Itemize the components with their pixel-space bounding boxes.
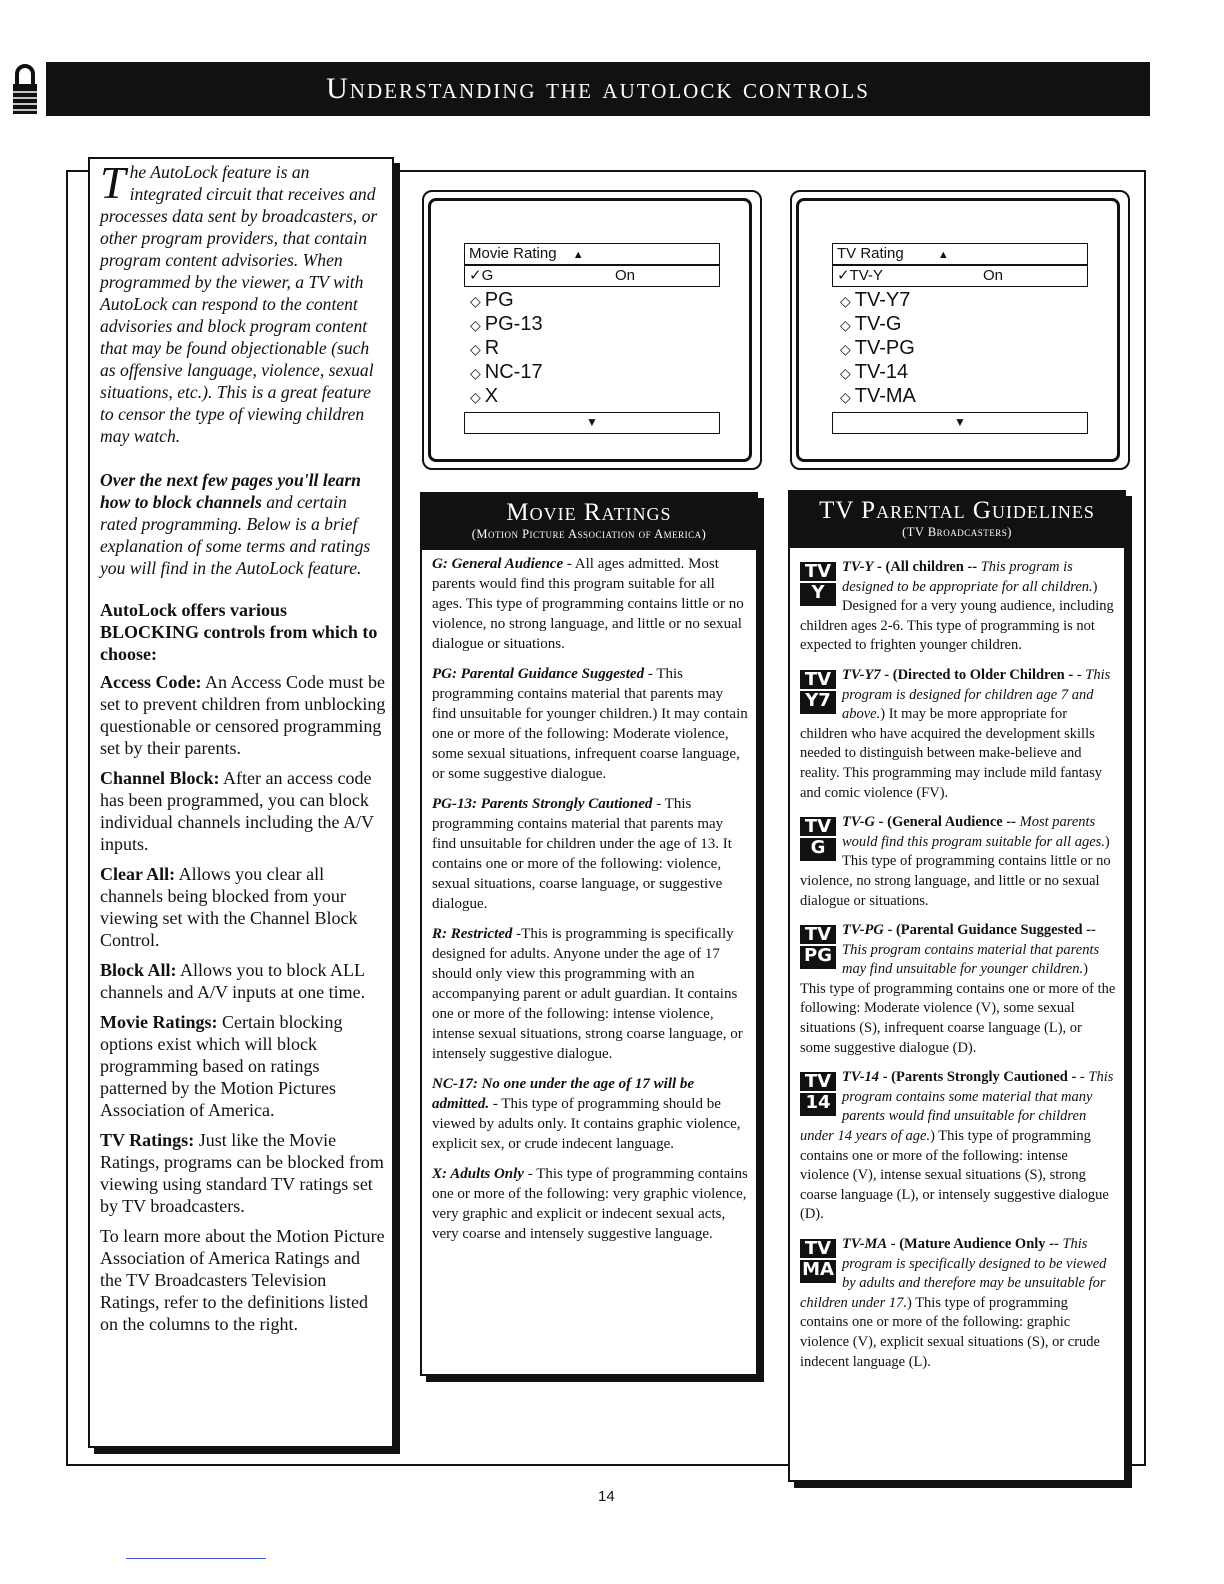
movie-ratings-body [422,550,756,1244]
rating-head: X: Adults Only [432,1166,524,1182]
logo-bottom: G [810,837,826,859]
diamond-icon: ◇ [470,365,481,381]
tv-menu-title: TV Rating [837,245,904,262]
logo-bottom: 14 [805,1092,831,1114]
rating-label: - (Mature Audience Only -- [887,1236,1063,1252]
logo-bottom: Y7 [805,689,831,711]
intro-paragraph [100,157,386,447]
selected-rating-label: G [481,267,494,284]
diamond-icon: ◇ [840,365,851,381]
menu-item-label: TV-14 [854,361,909,383]
rating-r [432,924,748,1064]
tv-y-logo-icon [800,562,836,606]
logo-top: TV [800,1072,836,1093]
term-name: TV Ratings: [100,1130,195,1150]
tv-g-logo-icon [800,817,836,861]
menu-item-label: TV-PG [854,337,915,359]
term-text: Just like the Movie Ratings, programs can be blocked from viewing using standard TV ratings set by TV broadcasters. [100,1130,384,1216]
term-movie-ratings [100,1011,386,1121]
footer-rule [126,1558,266,1559]
rating-text: ) This type of programming contains one or more of the following: Moderate violence (V), some sexual situations (S), infrequent coarse language (L), or some suggestive dialogue (D). [800,961,1116,1056]
movie-menu-title: Movie Rating [469,245,557,262]
rating-label: - (Directed to Older Children - [880,666,1077,683]
next-pages-rest: and certain rated programming. Below is a brief explanation of some terms and ratings you will find in the AutoLock feature. [100,492,371,578]
rating-text: - This type of programming contains one or more of the following: very graphic violence, very graphic and explicit or indecent sexual acts, very coarse and intensely suggestive language. [432,1166,748,1242]
rating-x [432,1164,748,1244]
tv-ma-logo-icon [800,1239,836,1283]
next-pages-bold: Over the next few pages you'll learn how to block channels [100,470,361,512]
rating-text: ) Designed for a very young audience, including children ages 2-6. This type of programming is not expected to frighten younger children. [800,578,1114,654]
term-access-code [100,671,386,759]
logo-bottom: Y [811,582,825,603]
menu-item-label: TV-G [854,313,902,335]
rating-code: TV-PG [842,922,884,939]
diamond-icon: ◇ [840,293,851,309]
movie-ratings-title: Movie Ratings [506,499,672,526]
term-name: Block All: [100,960,177,980]
logo-top: TV [800,925,836,946]
rating-label: - (Parental Guidance Suggested -- [883,922,1096,939]
page-title-bar [46,62,1150,116]
menu-item-nc-17[interactable] [470,360,543,385]
tv-guidelines-header [790,492,1124,548]
rating-code: TV-14 [842,1069,880,1086]
tv-menu-selected-row[interactable] [832,265,1088,287]
rating-nc-17 [432,1074,748,1154]
up-arrow-icon[interactable]: ▲ [572,249,584,261]
check-icon: ✓ [469,267,482,284]
diamond-icon: ◇ [840,341,851,357]
diamond-icon: ◇ [470,317,481,333]
menu-item-label: TV-Y7 [854,289,911,311]
next-pages-paragraph [100,469,386,579]
blocking-controls-heading: AutoLock offers various BLOCKING controls from which to choose: [100,600,378,664]
term-text: After an access code has been programmed, you can block individual channels including the A/V inputs. [100,768,374,854]
rating-text: -This is programming is specifically designed for adults. Anyone under the age of 17 should only view this programming with an accompanying parent or adult guardian. It contains one or more of the following: intense violence, intense sexual situations, strong coarse language, or intensely suggestive dialogue. [432,926,743,1062]
diamond-icon: ◇ [840,317,851,333]
logo-top: TV [800,1239,836,1260]
tv-menu-scroll-down[interactable] [832,412,1088,434]
menu-item-label: NC-17 [484,361,543,383]
page-title: Understanding the autolock controls [326,72,870,105]
tv-14-logo-icon [800,1072,836,1116]
rating-code: TV-Y7 [842,666,881,683]
term-clear-all [100,863,386,951]
rating-text: ) This type of programming contains little or no violence, no strong language, and little or no sexual dialogue or situations. [800,833,1111,909]
rating-code: TV-MA [842,1236,888,1252]
selected-rating-label: TV-Y [849,267,883,284]
selected-rating-value: On [983,267,1004,284]
rating-text: - All ages admitted. Most parents would find this program suitable for all ages. This type of programming contains little or no violence, no strong language, and little or no sexual dialogue or situations. [432,556,744,652]
menu-item-label: TV-MA [854,385,916,407]
movie-ratings-header [422,494,756,550]
menu-item-label: R [484,337,500,359]
rating-code: TV-Y [842,559,874,575]
rating-text: ) It may be more appropriate for children who have acquired the development skills needed to distinguish between make-believe and reality. This programming may include mild fantasy and comic violence (FV). [800,706,1103,801]
logo-top: TV [800,562,836,583]
rating-desc: Most parents would find this program suitable for all ages. [842,814,1105,850]
rating-head: PG-13: Parents Strongly Cautioned [432,796,653,812]
rating-desc: - This program contains some material that many parents would find unsuitable for children under 14 years of age. [800,1069,1114,1145]
tv-rating-tv-pg [800,921,1116,1058]
padlock-icon [12,60,38,116]
rating-text: ) This type of programming contains one or more of the following: intense violence (V), intense sexual situations (S), strong coarse language (L), or intensely suggestive dialogue (D). [800,1128,1109,1223]
menu-item-label: PG-13 [484,313,543,335]
logo-top: TV [800,670,836,691]
diamond-icon: ◇ [470,293,481,309]
term-text: Allows you clear all channels being blocked from your viewing set with the Channel Block Control. [100,864,358,950]
rating-desc: This program is specifically designed to be viewed by adults and therefore may be unsuitable for children under 17. [800,1236,1107,1311]
tv-rating-tv-14 [800,1068,1116,1225]
menu-item-x[interactable] [470,384,498,409]
rating-label: - (General Audience -- [875,814,1020,831]
logo-top: TV [800,817,836,838]
menu-item-tv-ma[interactable] [840,384,916,409]
menu-item-pg[interactable] [470,288,514,313]
term-name: Clear All: [100,864,176,884]
logo-bottom: MA [802,1259,834,1280]
rating-desc: This program is designed to be appropriate for all children. [842,559,1093,595]
rating-label: - (All children -- [873,559,981,575]
rating-desc: - This program is designed for children age 7 and above. [842,666,1111,723]
rating-g [432,554,748,654]
movie-ratings-box [420,492,758,1376]
frame-line-right [1144,170,1146,1466]
rating-pg [432,664,748,784]
movie-menu-scroll-down[interactable] [464,412,720,434]
term-block-all [100,959,386,1003]
diamond-icon: ◇ [470,341,481,357]
rating-code: TV-G [842,814,876,831]
menu-item-r[interactable] [470,336,499,361]
tv-rating-tv-ma [800,1235,1116,1372]
down-arrow-icon: ▼ [954,415,966,429]
tv-guidelines-body [790,548,1124,1372]
tv-menu-title-row [832,243,1088,265]
rating-text: - This programming contains material that parents may find unsuitable for younger children.) It may contain one or more of the following: Moderate violence, some sexual situations, infrequent coarse language, or some suggestive dialogue. [432,666,748,782]
tv-guidelines-subtitle: (TV Broadcasters) [902,525,1012,539]
movie-menu-title-row [464,243,720,265]
menu-item-tv-g[interactable] [840,312,901,337]
diamond-icon: ◇ [470,389,481,405]
intro-text: he AutoLock feature is an integrated circuit that receives and processes data sent by broadcasters, or other program providers, that contain program content advisories. When programmed by the viewer, a TV with AutoLock can respond to the content advisories and block program content that may be found objectionable (such as offensive language, violence, sexual situations, etc.). This is a great feature to censor the type of viewing children may watch. [100,162,378,446]
term-tv-ratings [100,1129,386,1217]
rating-label: - (Parents Strongly Cautioned - [879,1069,1080,1086]
dropcap: T [100,157,126,208]
tv-guidelines-title: TV Parental Guidelines [819,497,1095,524]
rating-head: R: Restricted [432,926,513,942]
term-text: An Access Code must be set to prevent children from unblocking questionable or censored programming set by their parents. [100,672,386,758]
menu-item-tv-14[interactable] [840,360,908,385]
tv-pg-logo-icon [800,925,836,969]
rating-desc: This program contains material that parents may find unsuitable for younger children. [842,941,1100,978]
logo-bottom: PG [804,945,832,967]
rating-pg-13 [432,794,748,914]
tv-y7-logo-icon [800,670,836,714]
page-number: 14 [598,1488,615,1505]
term-channel-block [100,767,386,855]
rating-head: G: General Audience [432,556,564,572]
menu-item-label: X [484,385,499,407]
movie-ratings-subtitle: (Motion Picture Association of America) [471,527,707,541]
frame-line-left [66,170,68,1466]
term-text: Allows you to block ALL channels and A/V inputs at one time. [100,960,366,1002]
term-text: Certain blocking options exist which will block programming based on ratings patterned by the Motion Pictures Association of America. [100,1012,343,1120]
tv-rating-tv-y [800,558,1116,656]
menu-item-tv-y7[interactable] [840,288,910,313]
movie-menu-selected-row[interactable] [464,265,720,287]
term-name: Access Code: [100,672,202,692]
rating-head: PG: Parental Guidance Suggested [432,666,645,682]
rating-text: - This type of programming should be viewed by adults only. It contains graphic violence, explicit sex, or crude indecent language. [432,1096,741,1152]
term-name: Channel Block: [100,768,220,788]
rating-head: NC-17: No one under the age of 17 will be admitted. [432,1076,695,1112]
menu-item-label: PG [484,289,514,311]
menu-item-tv-pg[interactable] [840,336,915,361]
up-arrow-icon[interactable]: ▲ [937,249,949,261]
down-arrow-icon: ▼ [586,415,598,429]
tv-rating-tv-g [800,813,1116,911]
menu-item-pg-13[interactable] [470,312,543,337]
rating-text: ) This type of programming contains one or more of the following: graphic violence (V), explicit sexual situations (S), or crude indecent language (L). [800,1294,1100,1370]
learn-more-paragraph: To learn more about the Motion Picture Association of America Ratings and the TV Broadcasters Television Ratings, refer to the definitions listed on the columns to the right. [100,1226,385,1334]
term-name: Movie Ratings: [100,1012,218,1032]
rating-text: - This programming contains material that parents may find unsuitable for children under the age of 13. It contains one or more of the following: violence, sexual situations, coarse language, or suggestive dialogue. [432,796,732,912]
check-icon: ✓ [837,267,850,284]
diamond-icon: ◇ [840,389,851,405]
selected-rating-value: On [615,267,636,284]
left-column [88,157,394,1448]
tv-guidelines-box [788,490,1126,1482]
tv-rating-tv-y7 [800,666,1116,803]
